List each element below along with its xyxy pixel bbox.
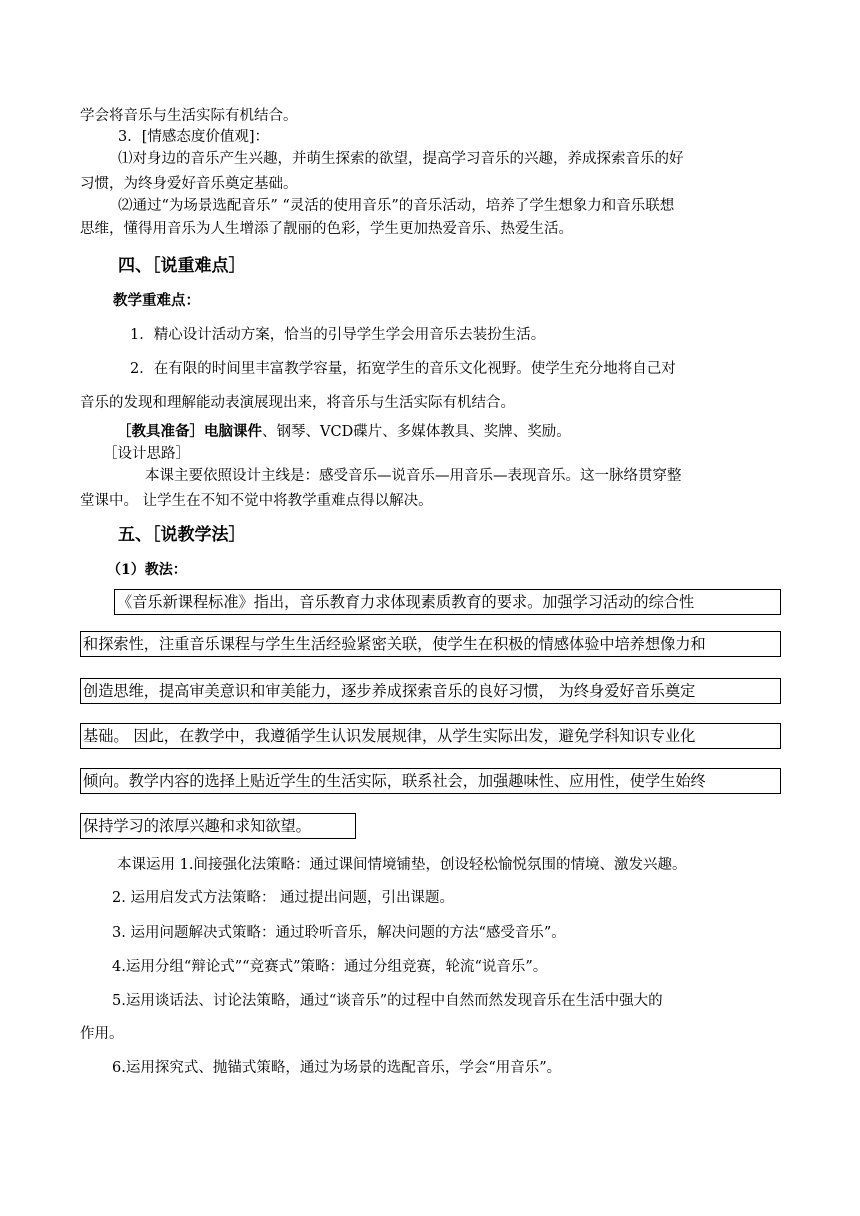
design-label: ［设计思路］ — [103, 446, 190, 462]
attitude-item2-line2: 思维，懂得用音乐为人生增添了靓丽的色彩，学生更加热爱音乐、热爱生活。 — [80, 221, 573, 237]
key-points-label: 教学重难点： — [113, 292, 200, 309]
equipment-line — [117, 423, 571, 441]
boxed-line-6: 保持学习的浓厚兴趣和求知欲望。 — [80, 813, 356, 839]
strategy-2: 2. 运用启发式方法策略： 通过提出问题，引出课题。 — [112, 890, 455, 906]
strategy-5-line1: 5.运用谈话法、讨论法策略，通过“谈音乐”的过程中自然而然发现音乐在生活中强大的 — [112, 993, 663, 1009]
equipment-label: ［教具准备］ — [117, 423, 204, 440]
equipment-bold-item: 电脑课件 — [204, 423, 262, 440]
key-point-2-line1: 2．在有限的时间里丰富教学容量，拓宽学生的音乐文化视野。使学生充分地将自己对 — [130, 361, 676, 377]
section4-title: 四、［说重难点］ — [118, 256, 246, 276]
design-line2: 堂课中。 让学生在不知不觉中将教学重难点得以解决。 — [80, 493, 433, 509]
boxed-line-5: 倾向。教学内容的选择上贴近学生的生活实际，联系社会，加强趣味性、应用性，使学生始终 — [80, 768, 781, 794]
method-label: （1）教法： — [107, 562, 187, 578]
boxed-line-4: 基础。 因此，在教学中，我遵循学生认识发展规律，从学生实际出发，避免学科知识专业化 — [80, 723, 781, 749]
intro-tail: 学会将音乐与生活实际有机结合。 — [80, 108, 298, 124]
design-line1: 本课主要依照设计主线是：感受音乐—说音乐—用音乐—表现音乐。这一脉络贯穿整 — [145, 468, 682, 484]
key-point-2-line2: 音乐的发现和理解能动表演展现出来，将音乐与生活实际有机结合。 — [80, 395, 515, 411]
strategy-1: 本课运用 1.间接强化法策略：通过课间情境铺垫，创设轻松愉悦氛围的情境、激发兴趣。 — [117, 857, 687, 873]
strategy-5-line2: 作用。 — [80, 1026, 124, 1042]
strategy-6: 6.运用探究式、抛锚式策略，通过为场景的选配音乐，学会“用音乐”。 — [112, 1060, 562, 1076]
strategy-3: 3. 运用问题解决式策略：通过聆听音乐，解决问题的方法“感受音乐”。 — [112, 925, 566, 941]
attitude-item1-line1: ⑴对身边的音乐产生兴趣，并萌生探索的欲望，提高学习音乐的兴趣，养成探索音乐的好 — [118, 151, 684, 167]
attitude-item2-line1: ⑵通过“为场景选配音乐” “灵活的使用音乐”的音乐活动，培养了学生想象力和音乐联想 — [118, 198, 675, 214]
boxed-line-2: 和探索性，注重音乐课程与学生生活经验紧密关联，使学生在积极的情感体验中培养想像力和 — [80, 631, 781, 657]
equipment-rest: 、钢琴、VCD碟片、多媒体教具、奖牌、奖励。 — [262, 424, 571, 440]
key-point-1: 1．精心设计活动方案，恰当的引导学生学会用音乐去装扮生活。 — [130, 327, 546, 343]
strategy-4: 4.运用分组“辩论式”“竞赛式”策略：通过分组竞赛，轮流“说音乐”。 — [112, 959, 548, 975]
boxed-line-3: 创造思维，提高审美意识和审美能力，逐步养成探索音乐的良好习惯， 为终身爱好音乐奠定 — [80, 678, 781, 704]
boxed-line-1: 《音乐新课程标准》指出，音乐教育力求体现素质教育的要求。加强学习活动的综合性 — [114, 589, 781, 615]
attitude-heading: 3．[情感态度价值观]： — [118, 129, 270, 145]
section5-title: 五、［说教学法］ — [118, 525, 246, 545]
attitude-item1-line2: 习惯，为终身爱好音乐奠定基础。 — [80, 176, 298, 192]
